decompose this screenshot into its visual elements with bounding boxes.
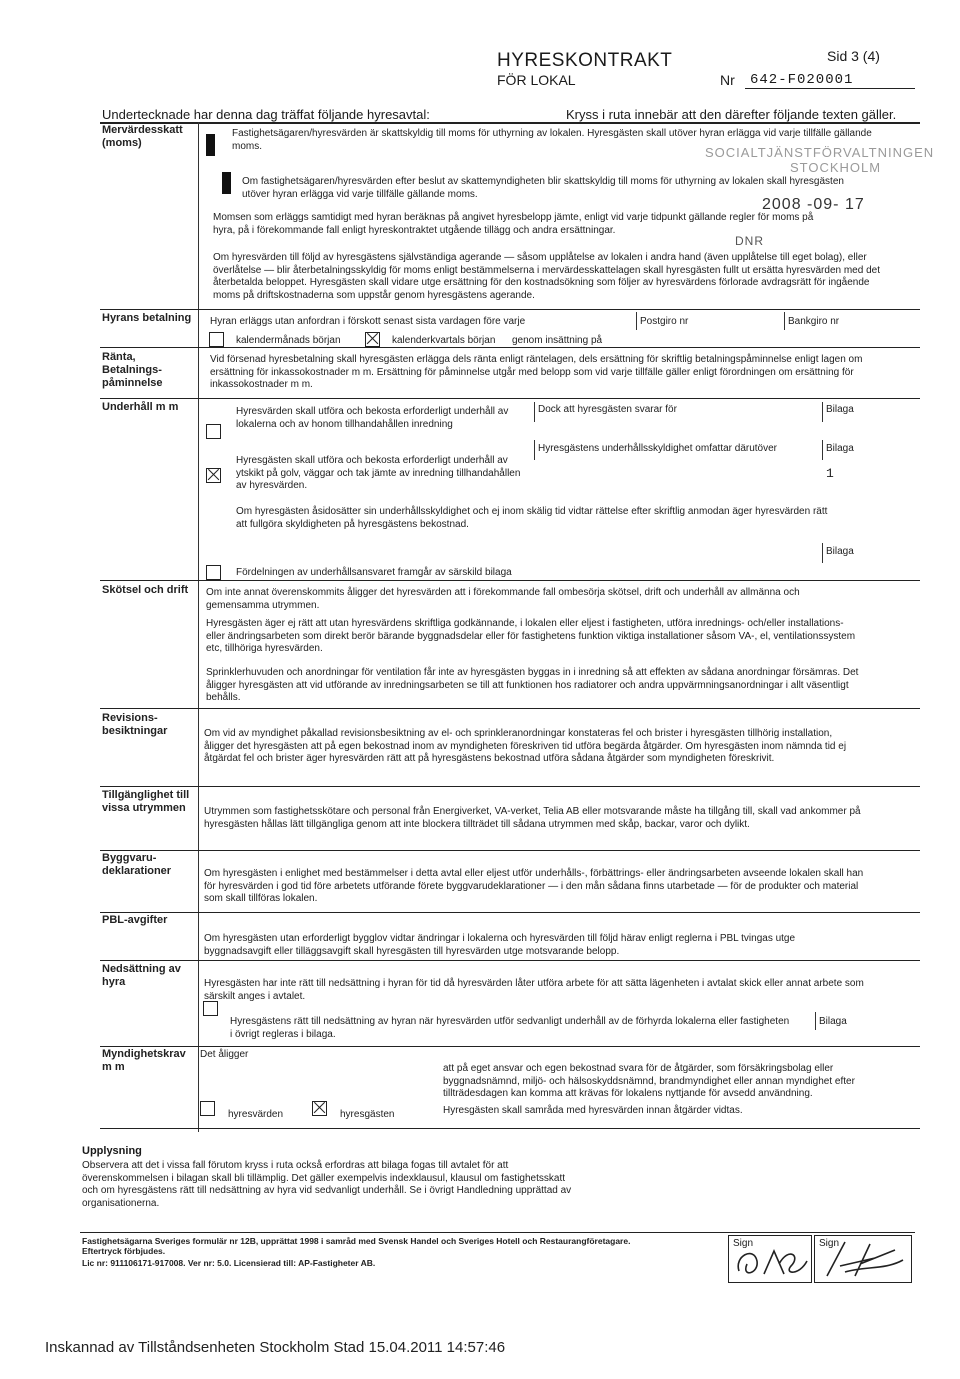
checkbox-myndighet-hyresgast[interactable] [312,1101,327,1116]
bilaga-label: Bilaga [826,546,854,557]
footer-line2: Eftertryck förbjudes. [82,1246,166,1256]
intro-right: Kryss i ruta innebär att den därefter följande texten gäller. [566,107,897,122]
label-pbl: PBL-avgifter [102,914,168,926]
checkbox-kalendermanad[interactable] [209,332,224,347]
section-rule [100,309,920,310]
signature-scribble [815,1236,911,1282]
section-rule [100,398,920,399]
upplysning-text: Observera att det i vissa fall förutom kryss i ruta också erfordras att bilaga fogas till avtalet för att överenskommelsen i bilagan skall bli tillämplig. Det gäller exempelvis indexklausul, klausul om fastighetsskatt och om hyresgästens rätt till nedsättning av hyra vid sedvanligt underhåll. Se i övrigt Handledning upprättad av organisationerna. [82,1160,572,1209]
upplysning-title: Upplysning [82,1145,142,1157]
revision-text: Om vid av myndighet påkallad revisionsbesiktning av el- och sprinkleranordningar konstateras fel och brister i hyresgästen tillhörig installation, åligger det hyresgästen att på egen bekostnad inom av myndigheten föreskriven tid utföra begärda åtgärder. Om hyresgästen inom nämnda tid ej åtgärdat fel och brister äger hyresvärden rätt att på hyresgästens bekostnad utföra sådana åtgärder som myndigheten föreskrivit. [204,728,847,764]
nedsattning-p2: Hyresgästens rätt till nedsättning av hyran när hyresvärden utför sedvanligt underhåll av de förhyrda lokalerna eller fastigheten i övrigt regleras i bilaga. [230,1016,790,1040]
divider [534,440,535,460]
underhall-b1: Hyresgästen skall utföra och bekosta erforderligt underhåll av ytskikt på golv, väggar och tak jämte av inredning tillhandahållen av hyresvärden. [236,455,521,491]
underhall-b-mid: Hyresgästens underhållsskyldighet omfattar därutöver [538,443,778,454]
label-underhall: Underhåll m m [102,401,179,413]
label-nedsattning: Nedsättning av hyra [102,963,181,988]
betalning-text: Hyran erläggs utan anfordran i förskott senast sista vardagen före varje [210,316,526,327]
section-rule [100,1046,920,1047]
myndighet-text1: Det åligger [200,1049,249,1060]
underhall-c1: Om hyresgästen åsidosätter sin underhållsskyldighet och ej inom skälig tid vidtar rättelse efter skriftlig anmodan äger hyresvärden rätt att fullgöra skyldigheten på hyresgästens bekostnad. [236,506,828,530]
checkbox-myndighet-hyresvard[interactable] [200,1101,215,1116]
myndighet-opt1: hyresvärden [228,1109,284,1120]
label-moms: Mervärdesskatt (moms) [102,124,183,149]
bullet-mark [222,172,231,194]
stamp-date: 2008 -09- 17 [762,196,865,213]
divider [822,440,823,460]
nedsattning-p1: Hyresgästen har inte rätt till nedsättning i hyran för tid då hyresvärden låter utföra arbete för att sätta lägenheten i avtalat skick eller annat arbete som särskilt anges i avtalet. [204,978,864,1002]
moms-p2: Om fastighetsägaren/hyresvärden efter beslut av skattemyndigheten blir skattskyldig till moms för uthyrning av lokalen skall hyresgästen utöver hyran erlägga vid varje tillfälle gällande moms. [242,176,844,200]
myndighet-opt2: hyresgästen [340,1109,395,1120]
section-rule [100,912,920,913]
left-column-divider [198,122,199,1132]
pbl-text: Om hyresgästen utan erforderligt bygglov vidtar ändringar i lokalerna och hyresvärden till följd härav enligt reglerna i PBL tvingas utge byggnadsavgift eller tilläggsavgift skall hyresgästen till hyresvärden utge motsvarande belopp. [204,933,796,957]
section-rule [100,347,920,348]
postgiro-label: Postgiro nr [640,316,689,327]
myndighet-text2: att på eget ansvar och egen bekostnad svara för de åtgärder, som försäkringsbolag eller byggnadsnämnd, miljö- och hälsoskyddsnämnd, brandmyndighet eller annan myndighet efter tillträdesdagen kan komma att krävas för lokalens nyttjande för avsedd användning. [443,1063,855,1099]
section-rule [100,850,920,851]
section-rule [100,1128,920,1129]
opt-kalendermanad: kalendermånads början [236,335,341,346]
label-tillganglighet: Tillgänglighet till vissa utrymmen [102,789,190,814]
skotsel-p2: Hyresgästen äger ej rätt att utan hyresvärdens skriftliga godkännande, i lokalen eller eljest i fastigheten, utföra inrednings- och/eller installations- eller ändringsarbeten som direkt berör bärande byggnadsdelar eller för fastighetens funktion viktiga installationer såsom VA-, el, ventilationssystem etc, tillhöriga hyresvärden. [206,618,856,654]
skotsel-p3: Sprinklerhuvuden och anordningar för ventilation får inte av hyresgästen byggas in i inredning så att effekten av sådana anordningar försämras. Det åligger hyresgästen att vid utförande av inredningsarbeten se till att funktionen hos radiatorer och andra uppvärmningsanordningar i allt väsentligt behålls. [206,667,859,703]
myndighet-text3: Hyresgästen skall samråda med hyresvärden innan åtgärder vidtas. [443,1105,743,1116]
top-rule [100,122,920,124]
checkbox-underhall-hyresgast[interactable] [206,468,221,483]
page-number: Sid 3 (4) [827,48,880,64]
stamp-line2: STOCKHOLM [790,160,882,175]
moms-p4: Om hyresvärden till följd av hyresgästens självständiga agerande — såsom upplåtelse av lokalen i andra hand (även upplåtelse till eget bolag), eller överlåtelse — blir återbetalningsskyldig för moms enligt bestämmelserna i mervärdesskattelagen skall hyresgästen fullt ut ersätta hyresvärden med det återbetalda beloppet. Hyresgästen skall vidare utge ersättning för den kostnadsökning som följer av hyresvärdens förlorade avdragsrätt för ingående moms på driftskostnaderna som uppstår genom hyresgästens agerande. [213,252,880,301]
checkbox-underhall-hyresvard[interactable] [206,424,221,439]
bilaga-label: Bilaga [819,1016,847,1027]
bilaga-number: 1 [826,466,834,481]
label-ranta: Ränta, Betalnings- påminnelse [102,351,163,389]
label-revision: Revisions- besiktningar [102,712,168,737]
signature-scribble [729,1236,811,1282]
divider [822,543,823,563]
checkbox-fordelning[interactable] [206,565,221,580]
sign-label: Sign [819,1238,840,1249]
document-subtitle: FÖR LOKAL [497,72,576,88]
intro-left: Undertecknade har denna dag träffat följande hyresavtal: [102,107,430,122]
signature-box-2[interactable] [814,1235,912,1283]
opt-insattning: genom insättning på [512,335,603,346]
tillganglighet-text: Utrymmen som fastighetsskötare och personal från Energiverket, VA-verket, Telia AB eller motsvarande måste ha tillgång till, skall vad ankommer på hyresgästen hållas lätt tillgängliga genom att inte blockera tillträdet till sådana utrymmen med skåp, backar, varor och dylikt. [204,806,861,830]
nr-underline [745,88,915,89]
checkbox-kalenderkvartal[interactable] [365,332,380,347]
underhall-a1: Hyresvärden skall utföra och bekosta erforderligt underhåll av lokalerna och av honom tillhandahållen inredning [236,406,509,430]
scan-note: Inskannad av Tillståndsenheten Stockholm Stad 15.04.2011 14:57:46 [45,1339,506,1356]
footer-line1: Fastighetsägarna Sveriges formulär nr 12B, upprättat 1998 i samråd med Svensk Handel och Sveriges Hotell och Restaurangföretagare. [82,1236,631,1246]
divider [822,402,823,422]
bilaga-label: Bilaga [826,404,854,415]
bygg-text: Om hyresgästen i enlighet med bestämmelser i detta avtal eller eljest utför underhålls-, förbättrings- eller ändringsarbeten avseende lokalen skall han för hyresvärden i god tid före arbetets utförande förete byggvarudeklarationer — i den mån sådana finns utarbetade — för de produkter och material som skall tillföras lokalen. [204,868,864,904]
bankgiro-label: Bankgiro nr [788,316,840,327]
document-title: HYRESKONTRAKT [497,50,673,71]
bilaga-label: Bilaga [826,443,854,454]
moms-p3: Momsen som erläggs samtidigt med hyran beräknas på angivet hyresbelopp jämte, enligt vid varje tidpunkt gällande regler för moms på hyra, på i förekommande fall enligt hyreskontraktet utgående tillägg och andra ersättningar. [213,212,814,236]
ranta-text: Vid försenad hyresbetalning skall hyresgästen erlägga dels ränta enligt räntelagen, dels ersättning för skriftlig betalningspåminnelse enligt lagen om ersättning för inkassokostnader m m. Ersättning för påminnelse utgår med belopp som vid varje tillfälle gäller enligt förordningen om ersättning för inkassokostnader m m. [210,354,863,390]
contract-nr-label: Nr [720,72,735,88]
stamp-dnr: DNR [735,234,764,248]
divider [636,312,637,330]
section-rule [100,580,920,581]
label-betalning: Hyrans betalning [102,312,192,324]
checkbox-nedsattning[interactable] [203,1001,218,1016]
footer-rule [80,1232,915,1233]
sign-label: Sign [733,1238,754,1249]
skotsel-p1: Om inte annat överenskommits åligger det hyresvärden att i förekommande fall ombesörja skötsel, drift och underhåll av allmänna och gemensamma utrymmen. [206,587,800,611]
contract-nr-value: 642-F020001 [750,72,854,88]
footer-line3: Lic nr: 911106171-917008. Ver nr: 5.0. Licensierad till: AP-Fastigheter AB. [82,1258,376,1268]
section-rule [100,960,920,961]
divider [784,312,785,330]
section-rule [100,708,920,709]
divider [534,402,535,422]
underhall-d1: Fördelningen av underhållsansvaret framgår av särskild bilaga [236,567,512,578]
label-myndighet: Myndighetskrav m m [102,1048,186,1073]
underhall-a-mid: Dock att hyresgästen svarar för [538,404,677,415]
moms-p1: Fastighetsägaren/hyresvärden är skattskyldig till moms för uthyrning av lokalen. Hyresgästen skall utöver hyran erlägga vid varje tillfälle gällande moms. [232,128,872,152]
label-bygg: Byggvaru- deklarationer [102,852,172,877]
signature-box-1[interactable] [728,1235,812,1283]
divider [815,1012,816,1030]
label-skotsel: Skötsel och drift [102,584,189,596]
bullet-mark [206,134,215,156]
stamp-line1: SOCIALTJÄNSTFÖRVALTNINGEN [705,145,935,160]
opt-kalenderkvartal: kalenderkvartals början [392,335,496,346]
section-rule [100,786,920,787]
